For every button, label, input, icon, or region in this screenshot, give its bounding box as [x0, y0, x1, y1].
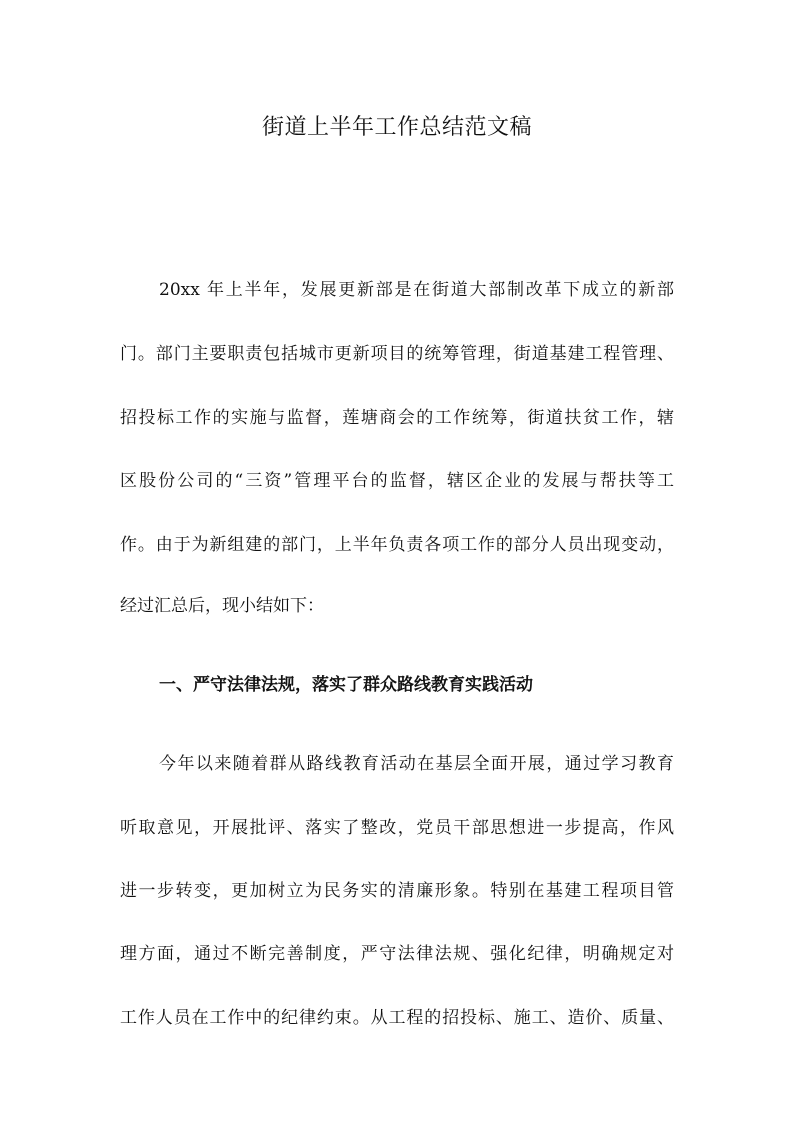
- document-title: 街道上半年工作总结范文稿: [261, 115, 532, 140]
- paragraph-1-line-2: 门。部门主要职责包括城市更新项目的统筹管理，街道基建工程管理、: [120, 344, 674, 364]
- paragraph-2-line-4: 理方面，通过不断完善制度，严守法律法规、强化纪律，明确规定对: [120, 944, 674, 964]
- paragraph-2-line-3: 进一步转变，更加树立为民务实的清廉形象。特别在基建工程项目管: [120, 881, 674, 901]
- paragraph-2-line-5: 工作人员在工作中的纪律约束。从工程的招投标、施工、造价、质量、: [120, 1008, 674, 1028]
- paragraph-1-line-6: 经过汇总后，现小结如下：: [120, 596, 324, 616]
- paragraph-1-line-4: 区股份公司的“三资”管理平台的监督，辖区企业的发展与帮扶等工: [120, 471, 674, 491]
- paragraph-1-line-5: 作。由于为新组建的部门，上半年负责各项工作的部分人员出现变动，: [120, 535, 674, 555]
- paragraph-2-line-2: 听取意见，开展批评、落实了整改，党员干部思想进一步提高，作风: [120, 818, 674, 838]
- paragraph-1-line-1: 20xx 年上半年，发展更新部是在街道大部制改革下成立的新部: [159, 280, 674, 300]
- section-heading-1: 一、严守法律法规，落实了群众路线教育实践活动: [159, 675, 533, 695]
- paragraph-1-line-3: 招投标工作的实施与监督，莲塘商会的工作统筹，街道扶贫工作，辖: [120, 408, 674, 428]
- paragraph-2-line-1: 今年以来随着群从路线教育活动在基层全面开展，通过学习教育: [159, 754, 674, 774]
